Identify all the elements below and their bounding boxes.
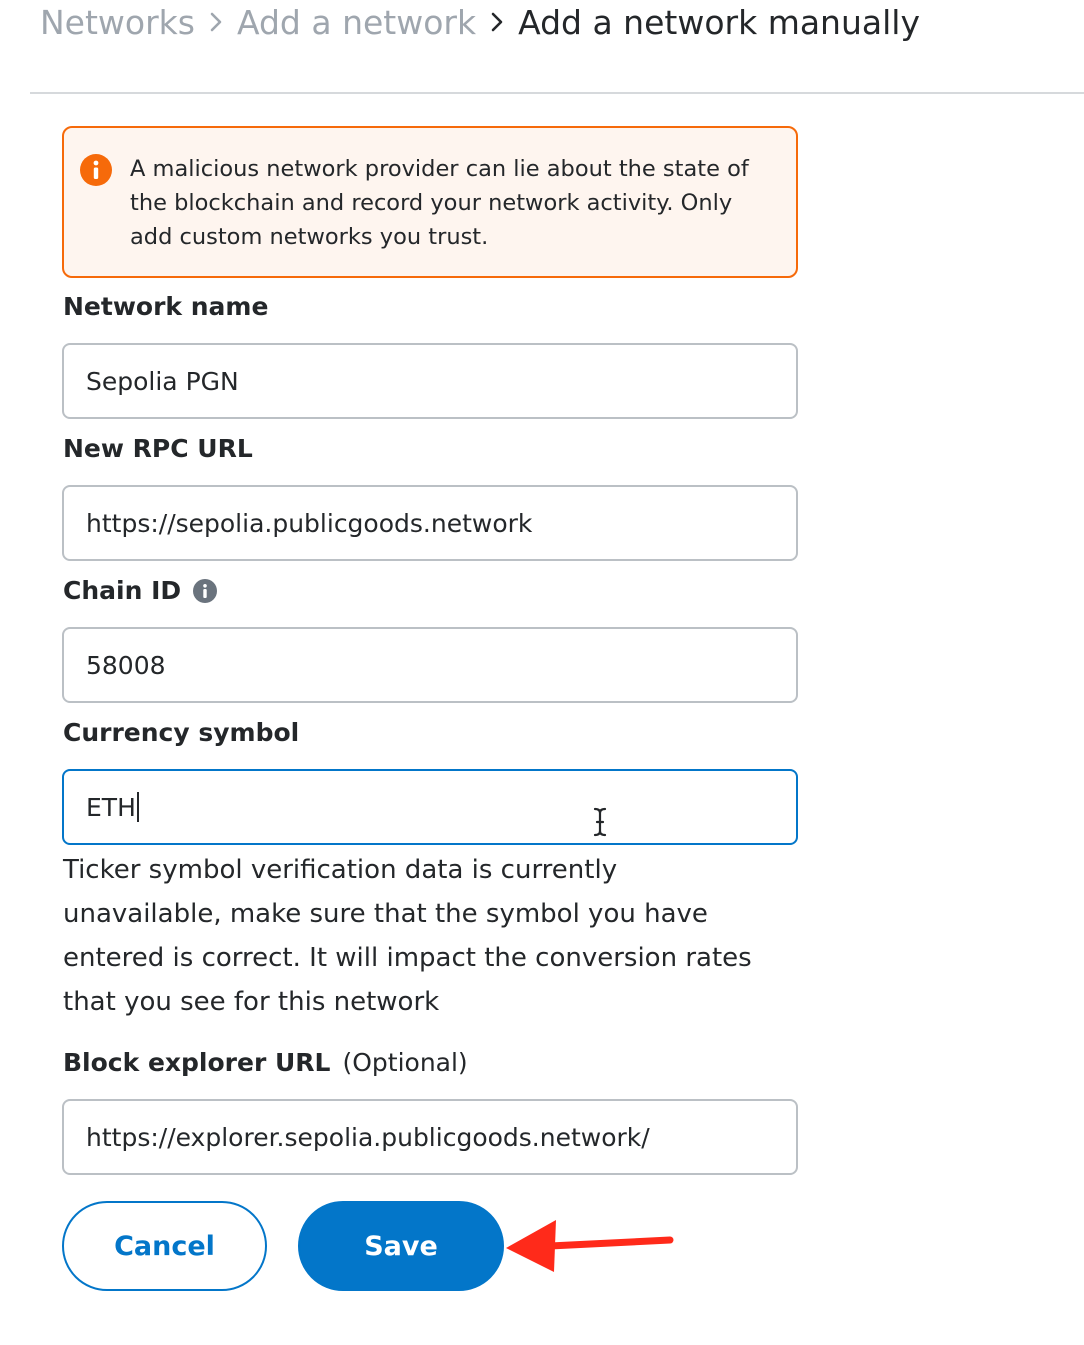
text-cursor-icon (588, 806, 612, 838)
breadcrumb (40, 0, 920, 44)
block-explorer-label (63, 1048, 468, 1077)
annotation-arrow-icon (500, 1212, 680, 1276)
save-button-label: Save (364, 1230, 438, 1262)
save-button[interactable] (298, 1201, 504, 1291)
block-explorer-value: https://explorer.sepolia.publicgoods.network/ (86, 1122, 650, 1152)
chain-id-value: 58008 (86, 650, 166, 680)
rpc-url-value: https://sepolia.publicgoods.network (86, 508, 533, 538)
rpc-url-input[interactable] (62, 485, 798, 561)
warning-banner (62, 126, 798, 278)
chevron-right-icon (209, 11, 223, 33)
network-name-label (63, 292, 268, 321)
chain-id-label-text: Chain ID (63, 576, 182, 605)
chevron-right-icon (490, 11, 504, 33)
info-icon[interactable] (193, 579, 217, 603)
rpc-url-label (63, 434, 253, 463)
block-explorer-label-text: Block explorer URL (63, 1048, 331, 1077)
currency-symbol-label (63, 718, 299, 747)
currency-symbol-helper-text: Ticker symbol verification data is currently unavailable, make sure that the symbol you have entered is correct. It will impact the conversion rates that you see for this network (63, 855, 752, 1017)
page-title: Add a network manually (518, 2, 920, 42)
text-caret (137, 792, 139, 822)
optional-tag: (Optional) (342, 1048, 468, 1077)
network-name-input[interactable] (62, 343, 798, 419)
currency-symbol-input[interactable] (62, 769, 798, 845)
rpc-url-label-text: New RPC URL (63, 434, 253, 463)
cancel-button-label: Cancel (114, 1230, 215, 1262)
header-divider (30, 92, 1084, 94)
warning-info-icon (80, 154, 112, 186)
breadcrumb-networks[interactable]: Networks (40, 2, 195, 42)
network-name-label-text: Network name (63, 292, 269, 321)
chain-id-input[interactable] (62, 627, 798, 703)
chain-id-label (63, 576, 217, 605)
currency-symbol-label-text: Currency symbol (63, 718, 300, 747)
breadcrumb-add-network[interactable]: Add a network (236, 2, 477, 42)
block-explorer-input[interactable] (62, 1099, 798, 1175)
warning-text: A malicious network provider can lie about the state of the blockchain and record your network activity. Only add custom networks you trust. (130, 156, 749, 250)
cancel-button[interactable] (62, 1201, 267, 1291)
network-name-value: Sepolia PGN (86, 366, 239, 396)
currency-symbol-value: ETH (86, 792, 136, 822)
